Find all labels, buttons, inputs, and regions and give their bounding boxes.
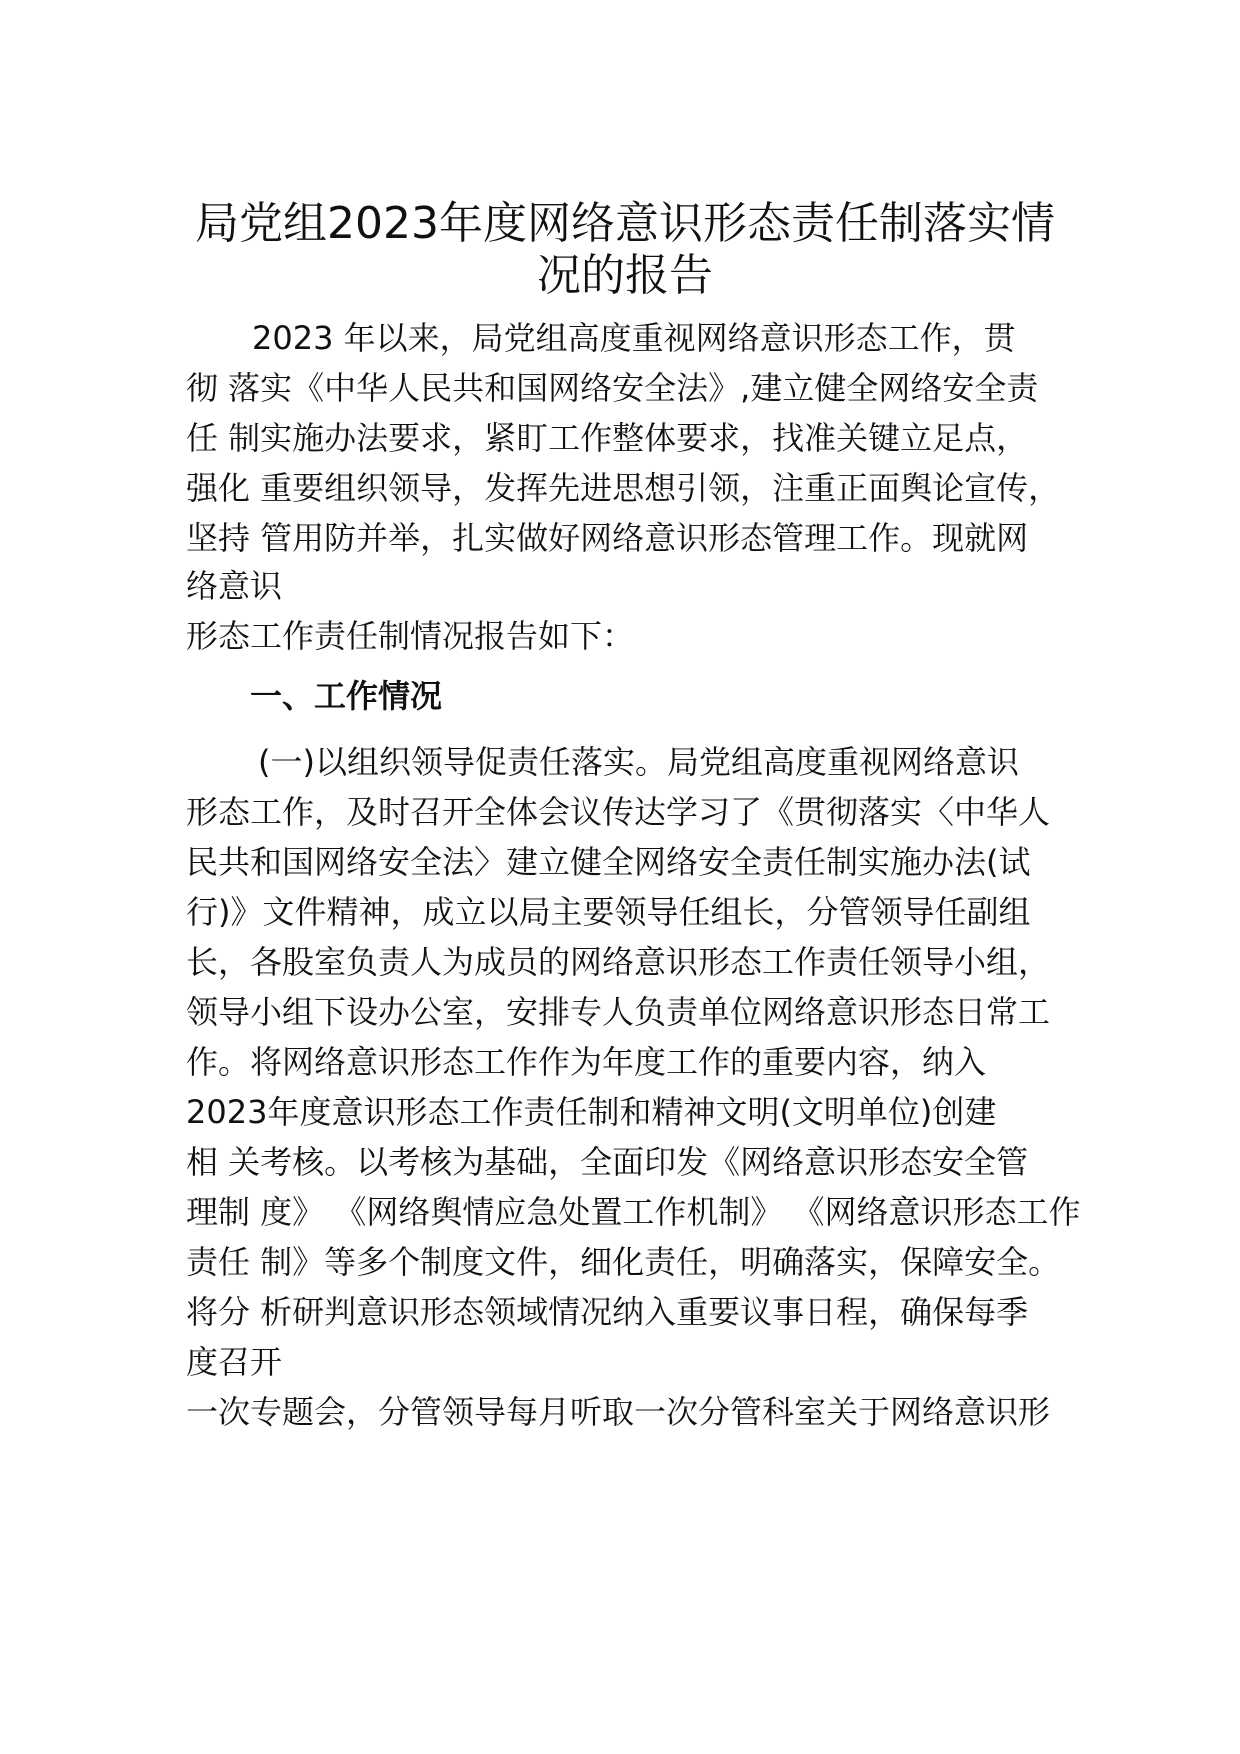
section1-line-10: 理制 度》 《网络舆情应急处置工作机制》 《网络意识形态工作 [186,1193,1081,1231]
intro-line-2: 彻 落实《中华人民共和国网络安全法》,建立健全网络安全责 [186,369,1039,407]
section1-line-11: 责任 制》等多个制度文件，细化责任，明确落实，保障安全。 [186,1243,1061,1281]
intro-line-1: 2023 年以来，局党组高度重视网络意识形态工作，贯 [252,319,1016,357]
section1-line-1: (一)以组织领导促责任落实。局党组高度重视网络意识 [258,743,1019,781]
section1-line-12: 将分 析研判意识形态领域情况纳入重要议事日程，确保每季 [186,1293,1029,1331]
intro-line-7: 形态工作责任制情况报告如下： [186,617,635,655]
intro-line-4: 强化 重要组织领导，发挥先进思想引领，注重正面舆论宣传， [186,469,1061,507]
intro-line-3: 任 制实施办法要求，紧盯工作整体要求，找准关键立足点， [186,419,1029,457]
intro-line-6: 络意识 [186,567,283,605]
section1-line-3: 民共和国网络安全法〉建立健全网络安全责任制实施办法(试 [186,843,1031,881]
section1-line-7: 作。将网络意识形态工作作为年度工作的重要内容，纳入 [186,1043,987,1081]
document-title-line-2: 况的报告 [537,250,713,301]
section1-line-6: 领导小组下设办公室，安排专人负责单位网络意识形态日常工 [186,993,1051,1031]
section1-line-5: 长，各股室负责人为成员的网络意识形态工作责任领导小组， [186,943,1051,981]
section-heading-1: 一、工作情况 [250,677,443,715]
section1-line-2: 形态工作，及时召开全体会议传达学习了《贯彻落实〈中华人 [186,793,1051,831]
section1-line-4: 行)》文件精神，成立以局主要领导任组长，分管领导任副组 [186,893,1031,931]
section1-line-8: 2023年度意识形态工作责任制和精神文明(文明单位)创建 [186,1093,997,1131]
intro-line-5: 坚持 管用防并举，扎实做好网络意识形态管理工作。现就网 [186,519,1029,557]
section1-line-14: 一次专题会，分管领导每月听取一次分管科室关于网络意识形 [186,1393,1051,1431]
document-title-line-1: 局党组2023年度网络意识形态责任制落实情 [195,198,1055,249]
section1-line-9: 相 关考核。以考核为基础，全面印发《网络意识形态安全管 [186,1143,1029,1181]
section1-line-13: 度召开 [186,1343,283,1381]
